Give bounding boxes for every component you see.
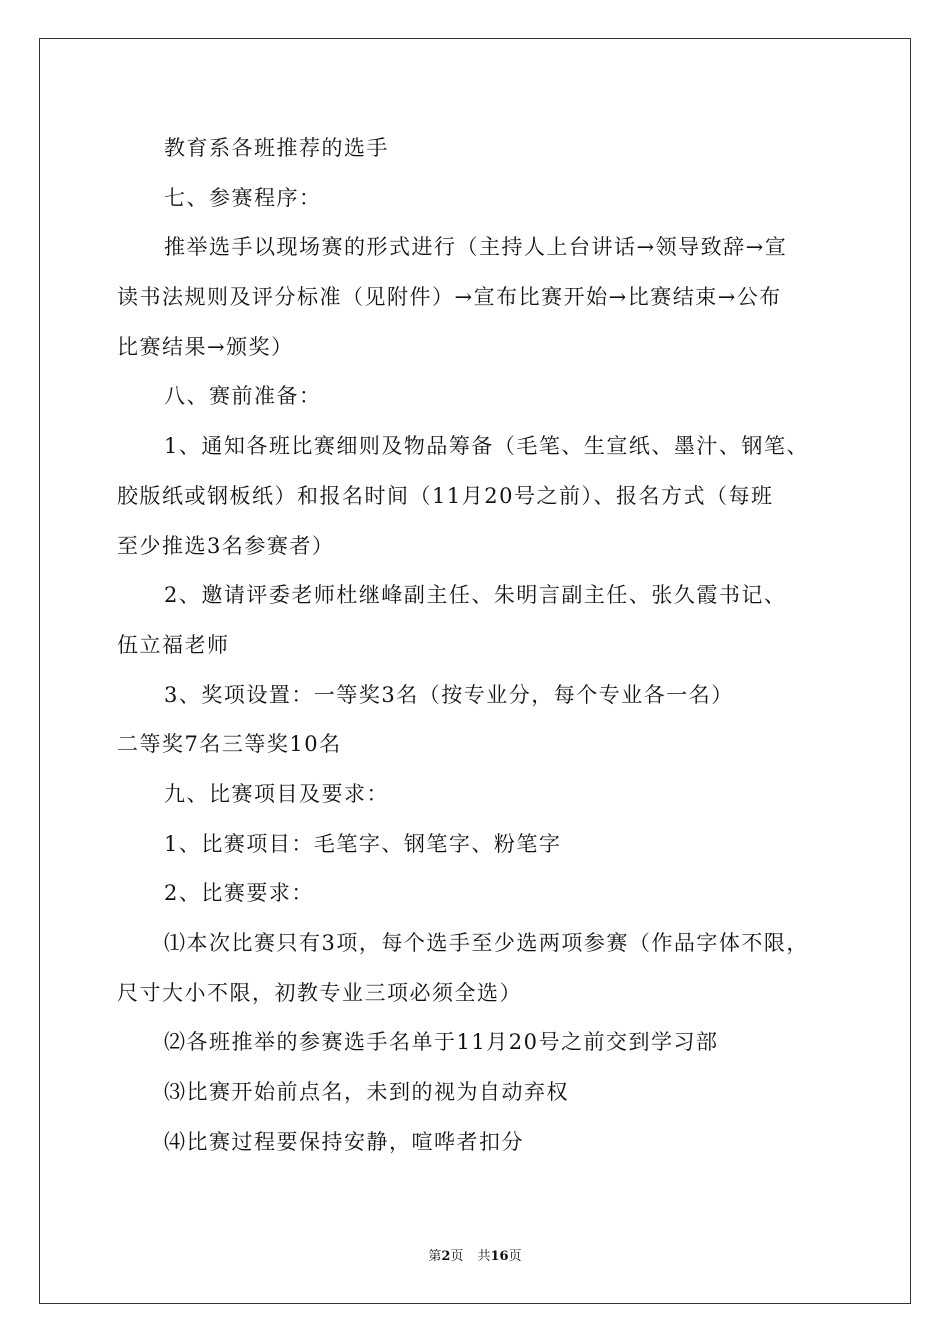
page-footer xyxy=(0,1245,950,1264)
paragraph-line: 尺寸大小不限，初教专业三项必须全选） xyxy=(117,980,522,1005)
page-number: 2 xyxy=(441,1249,451,1264)
paragraph-line: ⑷比赛过程要保持安静，喧哗者扣分 xyxy=(164,1129,524,1154)
paragraph-line: ⑶比赛开始前点名，未到的视为自动弃权 xyxy=(164,1080,569,1105)
paragraph-line: ⑵各班推举的参赛选手名单于11月20号之前交到学习部 xyxy=(164,1030,719,1055)
paragraph-line: 二等奖7名三等奖10名 xyxy=(117,732,342,757)
page-suffix: 页 xyxy=(450,1249,464,1264)
paragraph-line: 伍立福老师 xyxy=(117,632,230,657)
paragraph-line: 2、邀请评委老师杜继峰副主任、朱明言副主任、张久霞书记、 xyxy=(164,583,787,608)
section-heading: 九、比赛项目及要求： xyxy=(164,781,389,806)
section-heading: 八、赛前准备： xyxy=(164,384,322,409)
page-prefix: 第 xyxy=(428,1249,442,1264)
paragraph-line: 1、比赛项目：毛笔字、钢笔字、粉笔字 xyxy=(164,831,562,856)
paragraph-line: 教育系各班推荐的选手 xyxy=(164,136,389,160)
paragraph-line: 3、奖项设置：一等奖3名（按专业分，每个专业各一名） xyxy=(164,682,734,707)
document-body xyxy=(117,124,857,1167)
paragraph-line: 胶版纸或钢板纸）和报名时间（11月20号之前）、报名方式（每班 xyxy=(117,483,774,508)
paragraph-line: 推举选手以现场赛的形式进行（主持人上台讲话→领导致辞→宣 xyxy=(164,235,788,260)
paragraph-line: 比赛结果→颁奖） xyxy=(117,334,294,359)
paragraph-line: 读书法规则及评分标准（见附件）→宣布比赛开始→比赛结束→公布 xyxy=(117,285,782,310)
section-heading: 七、参赛程序： xyxy=(164,185,322,210)
total-suffix: 页 xyxy=(508,1249,522,1264)
total-prefix: 共 xyxy=(477,1249,491,1264)
paragraph-line: 2、比赛要求： xyxy=(164,881,314,906)
paragraph-line: ⑴本次比赛只有3项，每个选手至少选两项参赛（作品字体不限， xyxy=(164,931,809,955)
paragraph-line: 至少推选3名参赛者） xyxy=(117,533,335,558)
paragraph-line: 1、通知各班比赛细则及物品筹备（毛笔、生宣纸、墨汁、钢笔、 xyxy=(164,434,809,459)
total-pages: 16 xyxy=(490,1249,509,1264)
